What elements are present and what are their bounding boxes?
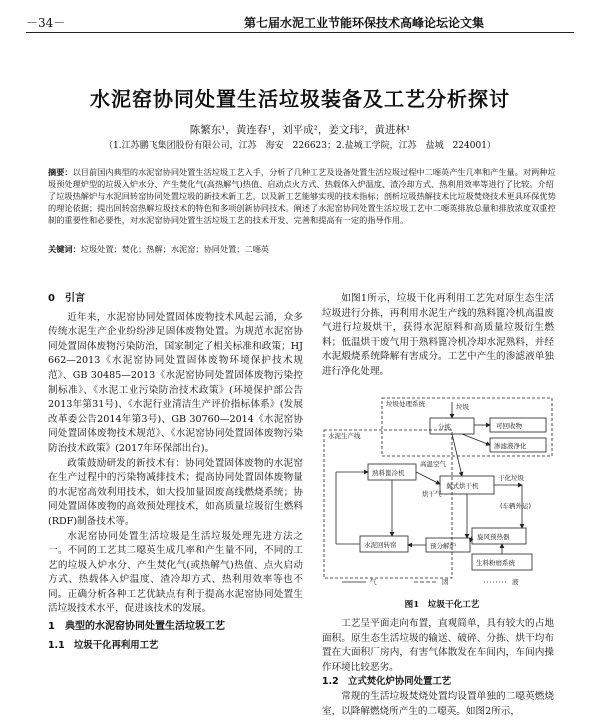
keywords: [48, 244, 558, 255]
right-paragraph-1: 如图1所示，垃圾干化再利用工艺先对原生态生活垃圾进行分拣，再利用水泥生产线的熟料篦冷机高温废气进行垃圾烘干，获得水泥原料和高质量垃圾衍生燃料；低温烘干废气用于熟料篦冷机冷却水泥熟料，并经水泥煅烧系统降解有害成分。工艺中产生的渗滤液单独进行净化处理。: [322, 293, 554, 377]
label-cement-line: 水泥生产线: [328, 432, 361, 440]
right-column-bottom: [322, 617, 554, 719]
label-sorting-system: 垃圾处理系统: [386, 400, 425, 408]
label-preheater: 预分解炉: [430, 542, 456, 550]
cement-line-boundary: [324, 430, 452, 578]
left-column: [48, 292, 303, 653]
keywords-text: 垃圾处置；焚化；热解；水泥窑；协同处置；二噁英: [80, 244, 270, 254]
conference-title: 第七届水泥工业节能环保技术高峰论坛论文集: [243, 16, 484, 30]
label-kiln: 水泥回转窑: [364, 541, 397, 549]
label-recyclables: 可回收物: [496, 422, 522, 430]
intro-paragraph-1: 近年来，水泥窑协同处置固体废物技术风起云涌，众多传统水泥生产企业纷纷涉足固体废物处置。为规范水泥窑协同处置固体废物污染防治，国家制定了相关标准和政策；HJ 662—2013《水泥窑协同处置固体废物环境保护技术规范》、GB 30485—2013《水泥窑协同处置固体废物污染控制标准》、《水泥工业污染防治技术政策》(环境保护部公告2013年第31号)、《水泥行业清洁生产评价指标体系》(发展改革委公告2014年第3号)、GB 30760—2014《水泥窑协同处置固体废物技术规范》、《水泥窑协同处置固体废物污染防治技术政策》(2017年环保部出台)。: [48, 311, 303, 454]
label-vehicle: (车辆外运): [500, 502, 532, 510]
page-number: －34－: [26, 16, 66, 30]
section-1-2-heading: 1.2 立式焚化炉协同处置工艺: [322, 676, 452, 688]
paper-title: 水泥窑协同处置生活垃圾装备及工艺分析探讨: [90, 87, 510, 111]
keywords-label: 关键词：: [48, 244, 81, 254]
label-leachate: 渗滤液净化: [494, 442, 527, 450]
section-0-heading: 0 引言: [48, 293, 85, 304]
label-exhaust: 烘干气: [422, 490, 442, 498]
sorting-box: [430, 418, 474, 434]
section-1-1-heading: 1.1 垃圾干化再利用工艺: [48, 639, 159, 651]
intro-paragraph-2: 政策鼓励研发的新技术有：协同处置固体废物的水泥窑在生产过程中的污染物减排技术；提高协同处置固体废物量的水泥窑高效利用技术，如大投加量固废高线燃烧系统；协同处置固体废物的高效预处理技术，如高质量垃圾衍生燃料(RDF)制备技术等。: [48, 457, 303, 527]
intro-paragraph-3: 水泥窑协同处置生活垃圾是生活垃圾处理先进方法之一。不同的工艺其二噁英生成几率和产生量不同，不同的工艺的垃圾入炉水分、产生焚化气(或热解气)热值、点火启动方式、热载体入炉温度、渣冷却方式、热利用效率等也不同。正确分析各种工艺优缺点有利于提高水泥窑协同处置生活垃圾技术水平，促进该技术的发展。: [48, 530, 303, 615]
label-dry-waste: 干化垃圾: [498, 474, 524, 482]
legend-gas: 气: [370, 578, 377, 586]
label-waste: 垃圾: [456, 403, 469, 411]
label-sorting: 分拣: [438, 423, 451, 431]
right-paragraph-3: 常规的生活垃圾焚烧处置均设置单独的二噁英燃烧室，以降解燃烧所产生的二噁英。如图2所示，: [322, 690, 554, 717]
right-paragraph-2: 工艺呈平面走向布置，直观简单，具有较大的占地面积。原生态生活垃圾的输送、破碎、分拣、烘干均布置在大面积厂房内，有害气体散发在车间内，车间内操作环境比较恶劣。: [322, 618, 554, 673]
abstract: [48, 166, 558, 226]
abstract-label: 摘要：: [48, 167, 73, 177]
process-flow-svg: [322, 396, 562, 586]
label-calciner: 旋风预热器: [477, 533, 510, 541]
label-raw-meal: 生料粉磨系统: [476, 559, 515, 567]
label-hot-air: 高温空气: [420, 460, 446, 468]
authors: 陈繁东¹，黄连春¹，刘平成²，姜文玮²，黄进林¹: [189, 124, 411, 136]
figure-1-diagram: [322, 396, 562, 586]
figure-1-caption: 图1 垃圾干化工艺: [404, 600, 480, 610]
label-dryer: 翼式烘干机: [446, 482, 479, 490]
label-cooler: 熟料篦冷机: [372, 469, 405, 477]
abstract-text: 以目前国内典型的水泥窑协同处置生活垃圾工艺入手，分析了几种工艺及设备处置生活垃圾过程中二噁英产生几率和产生量。对两种垃圾预处理炉型的垃圾入炉水分、产生焚化气(高热解气)热值、启动点火方式、热载体入炉温度、渣冷却方式、热利用效率等进行了比较。介绍了垃圾热解炉与水泥回转窑协同处置垃圾的新技术新工艺，以及新工艺能够实现的技术指标；剖析垃圾热解技术比垃圾焚烧技术更具环保优势的理论依据；提出回转窑热解垃圾技术的特色和多项创新协同技术。阐述了水泥窑协同处置生活垃圾工艺中二噁英排放总量和排放浓度双重控制的重要性和必要性，对水泥窑协同处置生活垃圾工艺的技术开发、完善和提高有一定的指导作用。: [48, 167, 556, 225]
section-1-heading: 1 典型的水泥窑协同处置生活垃圾工艺: [48, 621, 225, 633]
legend-solid: 固: [442, 578, 449, 586]
right-column: [322, 292, 554, 380]
page-header: [26, 10, 574, 33]
affiliation: （1.江苏鹏飞集团股份有限公司，江苏 海安 226623；2.盐城工学院，江苏 盐城 224001）: [104, 141, 496, 151]
legend-liquid: 液: [512, 578, 519, 586]
